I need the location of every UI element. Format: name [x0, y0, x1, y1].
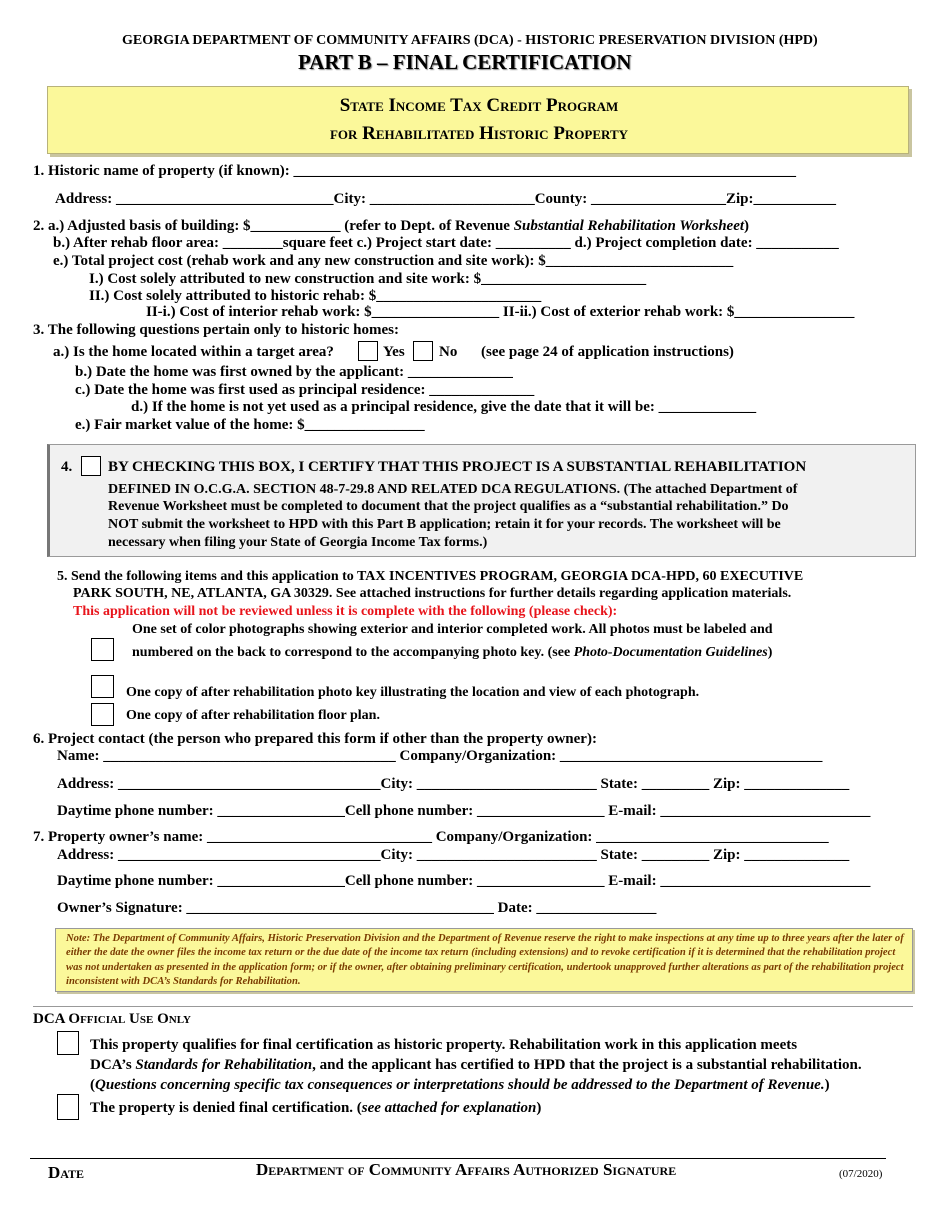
target-area-note: (see page 24 of application instructions): [481, 344, 734, 360]
signature-line: [30, 1158, 886, 1159]
historic-rehab-cost-field[interactable]: II.) Cost solely attributed to historic rehab: $______________________: [89, 288, 542, 304]
qualifies-line-3: (Questions concerning specific tax consequences or interpretations should be addressed to the Department of Revenue.): [90, 1077, 830, 1093]
photos-item-line-2: numbered on the back to correspond to the accompanying photo key. (see Photo-Documentation Guidelines): [132, 645, 773, 660]
form-version: (07/2020): [839, 1168, 883, 1180]
principal-residence-date-field[interactable]: c.) Date the home was first used as principal residence: ______________: [75, 382, 535, 398]
adjusted-basis-field[interactable]: 2. a.) Adjusted basis of building: $____________ (refer to Dept. of Revenue Substantial Rehabilitation Worksheet): [33, 218, 750, 234]
certify-line-5: necessary when filing your State of Georgia Income Tax forms.): [108, 535, 488, 550]
contact-phone-email-fields[interactable]: Daytime phone number: _________________Cell phone number: _________________ E-mail: ____________________________: [57, 803, 871, 819]
page-title: PART B – FINAL CERTIFICATION: [298, 50, 632, 74]
substantial-rehab-checkbox[interactable]: [81, 456, 101, 476]
owner-phone-email-fields[interactable]: Daytime phone number: _________________Cell phone number: _________________ E-mail: ____________________________: [57, 873, 871, 889]
no-label: No: [439, 344, 458, 360]
photo-key-checkbox[interactable]: [91, 675, 114, 698]
target-area-yes-checkbox[interactable]: [358, 341, 378, 361]
banner-line-1: State Income Tax Credit Program: [339, 95, 619, 116]
section-4-number: 4.: [61, 459, 73, 475]
qualifies-checkbox[interactable]: [57, 1031, 79, 1055]
authorized-signature-label: Department of Community Affairs Authorized Signature: [256, 1160, 677, 1179]
send-items-line-1: 5. Send the following items and this application to TAX INCENTIVES PROGRAM, GEORGIA DCA-HPD, 60 EXECUTIVE: [57, 569, 804, 584]
agency-header: GEORGIA DEPARTMENT OF COMMUNITY AFFAIRS (DCA) - HISTORIC PRESERVATION DIVISION (HPD): [122, 33, 818, 48]
photos-item-line-1: One set of color photographs showing exterior and interior completed work. All photos must be labeled and: [132, 622, 773, 637]
yes-label: Yes: [383, 344, 405, 360]
denied-checkbox[interactable]: [57, 1094, 79, 1120]
worksheet-ref: Substantial Rehabilitation Worksheet: [513, 218, 745, 234]
target-area-question: a.) Is the home located within a target area?: [53, 344, 334, 360]
date-label: Date: [48, 1163, 85, 1182]
completeness-warning: This application will not be reviewed unless it is complete with the following (please check):: [73, 604, 618, 619]
inspection-note: [55, 928, 913, 992]
adjusted-basis-label: 2. a.) Adjusted basis of building: $____________ (refer to Dept. of Revenue: [33, 218, 514, 234]
contact-address-fields[interactable]: Address: ___________________________________City: ________________________ State: _________ Zip: ______________: [57, 776, 850, 792]
first-owned-date-field[interactable]: b.) Date the home was first owned by the applicant: ______________: [75, 364, 513, 380]
floor-area-dates-fields[interactable]: b.) After rehab floor area: ________square feet c.) Project start date: __________ d.) Project completion date: ___________: [53, 235, 839, 251]
send-items-line-2: PARK SOUTH, NE, ATLANTA, GA 30329. See attached instructions for further details regarding application materials.: [73, 586, 792, 601]
photo-guidelines-ref: Photo-Documentation Guidelines: [573, 645, 768, 660]
address-fields[interactable]: Address: _____________________________City: ______________________County: __________________Zip:___________: [55, 191, 836, 207]
floor-plan-item: One copy of after rehabilitation floor plan.: [126, 708, 380, 723]
section-divider: [33, 1006, 913, 1007]
historic-name-field[interactable]: 1. Historic name of property (if known): ___________________________________________________________________: [33, 163, 797, 179]
photo-key-item: One copy of after rehabilitation photo key illustrating the location and view of each photograph.: [126, 685, 700, 700]
fair-market-value-field[interactable]: e.) Fair market value of the home: $________________: [75, 417, 425, 433]
qualifies-line-2: DCA’s Standards for Rehabilitation, and the applicant has certified to HPD that the project is a substantial rehabilitation.: [90, 1057, 862, 1073]
qualifies-line-1: This property qualifies for final certification as historic property. Rehabilitation work in this application meets: [90, 1037, 798, 1053]
total-cost-field[interactable]: e.) Total project cost (rehab work and any new construction and site work): $_________________________: [53, 253, 734, 269]
denied-line: The property is denied final certification. (see attached for explanation): [90, 1100, 542, 1116]
program-banner: [47, 86, 909, 154]
owner-address-fields[interactable]: Address: ___________________________________City: ________________________ State: _________ Zip: ______________: [57, 847, 850, 863]
contact-name-company-fields[interactable]: Name: _______________________________________ Company/Organization: ___________________________________: [57, 748, 823, 764]
certify-line-4: NOT submit the worksheet to HPD with this Part B application; retain it for your records. The worksheet will be: [108, 517, 781, 532]
future-residence-date-field[interactable]: d.) If the home is not yet used as a principal residence, give the date that it will be: _____________: [131, 399, 757, 415]
certify-line-1: BY CHECKING THIS BOX, I CERTIFY THAT THIS PROJECT IS A SUBSTANTIAL REHABILITATION: [108, 459, 807, 475]
target-area-no-checkbox[interactable]: [413, 341, 433, 361]
certify-line-2: DEFINED IN O.C.G.A. SECTION 48-7-29.8 AND RELATED DCA REGULATIONS. (The attached Department of: [108, 482, 798, 497]
floor-plan-checkbox[interactable]: [91, 703, 114, 726]
owner-signature-date-fields[interactable]: Owner’s Signature: _________________________________________ Date: ________________: [57, 900, 657, 916]
inspection-note-text: Note: The Department of Community Affairs, Historic Preservation Division and the Department of Revenue reserve the right to make inspections at any time up to three years after the later of either the date the owner files the income tax return or the due date of the income tax return (including extensions) and to revoke certification if it is determined that the rehabilitation project was not undertaken as presented in the application form; or if the owner, after obtaining preliminary certification, undertook unapproved further alterations as part of the rehabilitation project inconsistent with DCA’s Standards for Rehabilitation.: [66, 933, 904, 987]
new-construction-cost-field[interactable]: I.) Cost solely attributed to new construction and site work: $______________________: [89, 271, 647, 287]
interior-exterior-cost-fields[interactable]: II-i.) Cost of interior rehab work: $_________________ II-ii.) Cost of exterior rehab work: $________________: [146, 304, 855, 320]
banner-line-2: for Rehabilitated Historic Property: [329, 123, 629, 144]
owner-name-company-fields[interactable]: 7. Property owner’s name: ______________________________ Company/Organization: _______________________________: [33, 829, 829, 845]
official-use-title: DCA Official Use Only: [33, 1011, 191, 1027]
photos-checkbox[interactable]: [91, 638, 114, 661]
certify-line-3: Revenue Worksheet must be completed to document that the project qualifies as a “substantial rehabilitation.” Do: [108, 499, 789, 514]
project-contact-intro: 6. Project contact (the person who prepared this form if other than the property owner):: [33, 731, 597, 747]
standards-ref: Standards for Rehabilitation: [135, 1057, 313, 1073]
historic-homes-intro: 3. The following questions pertain only to historic homes:: [33, 322, 399, 338]
